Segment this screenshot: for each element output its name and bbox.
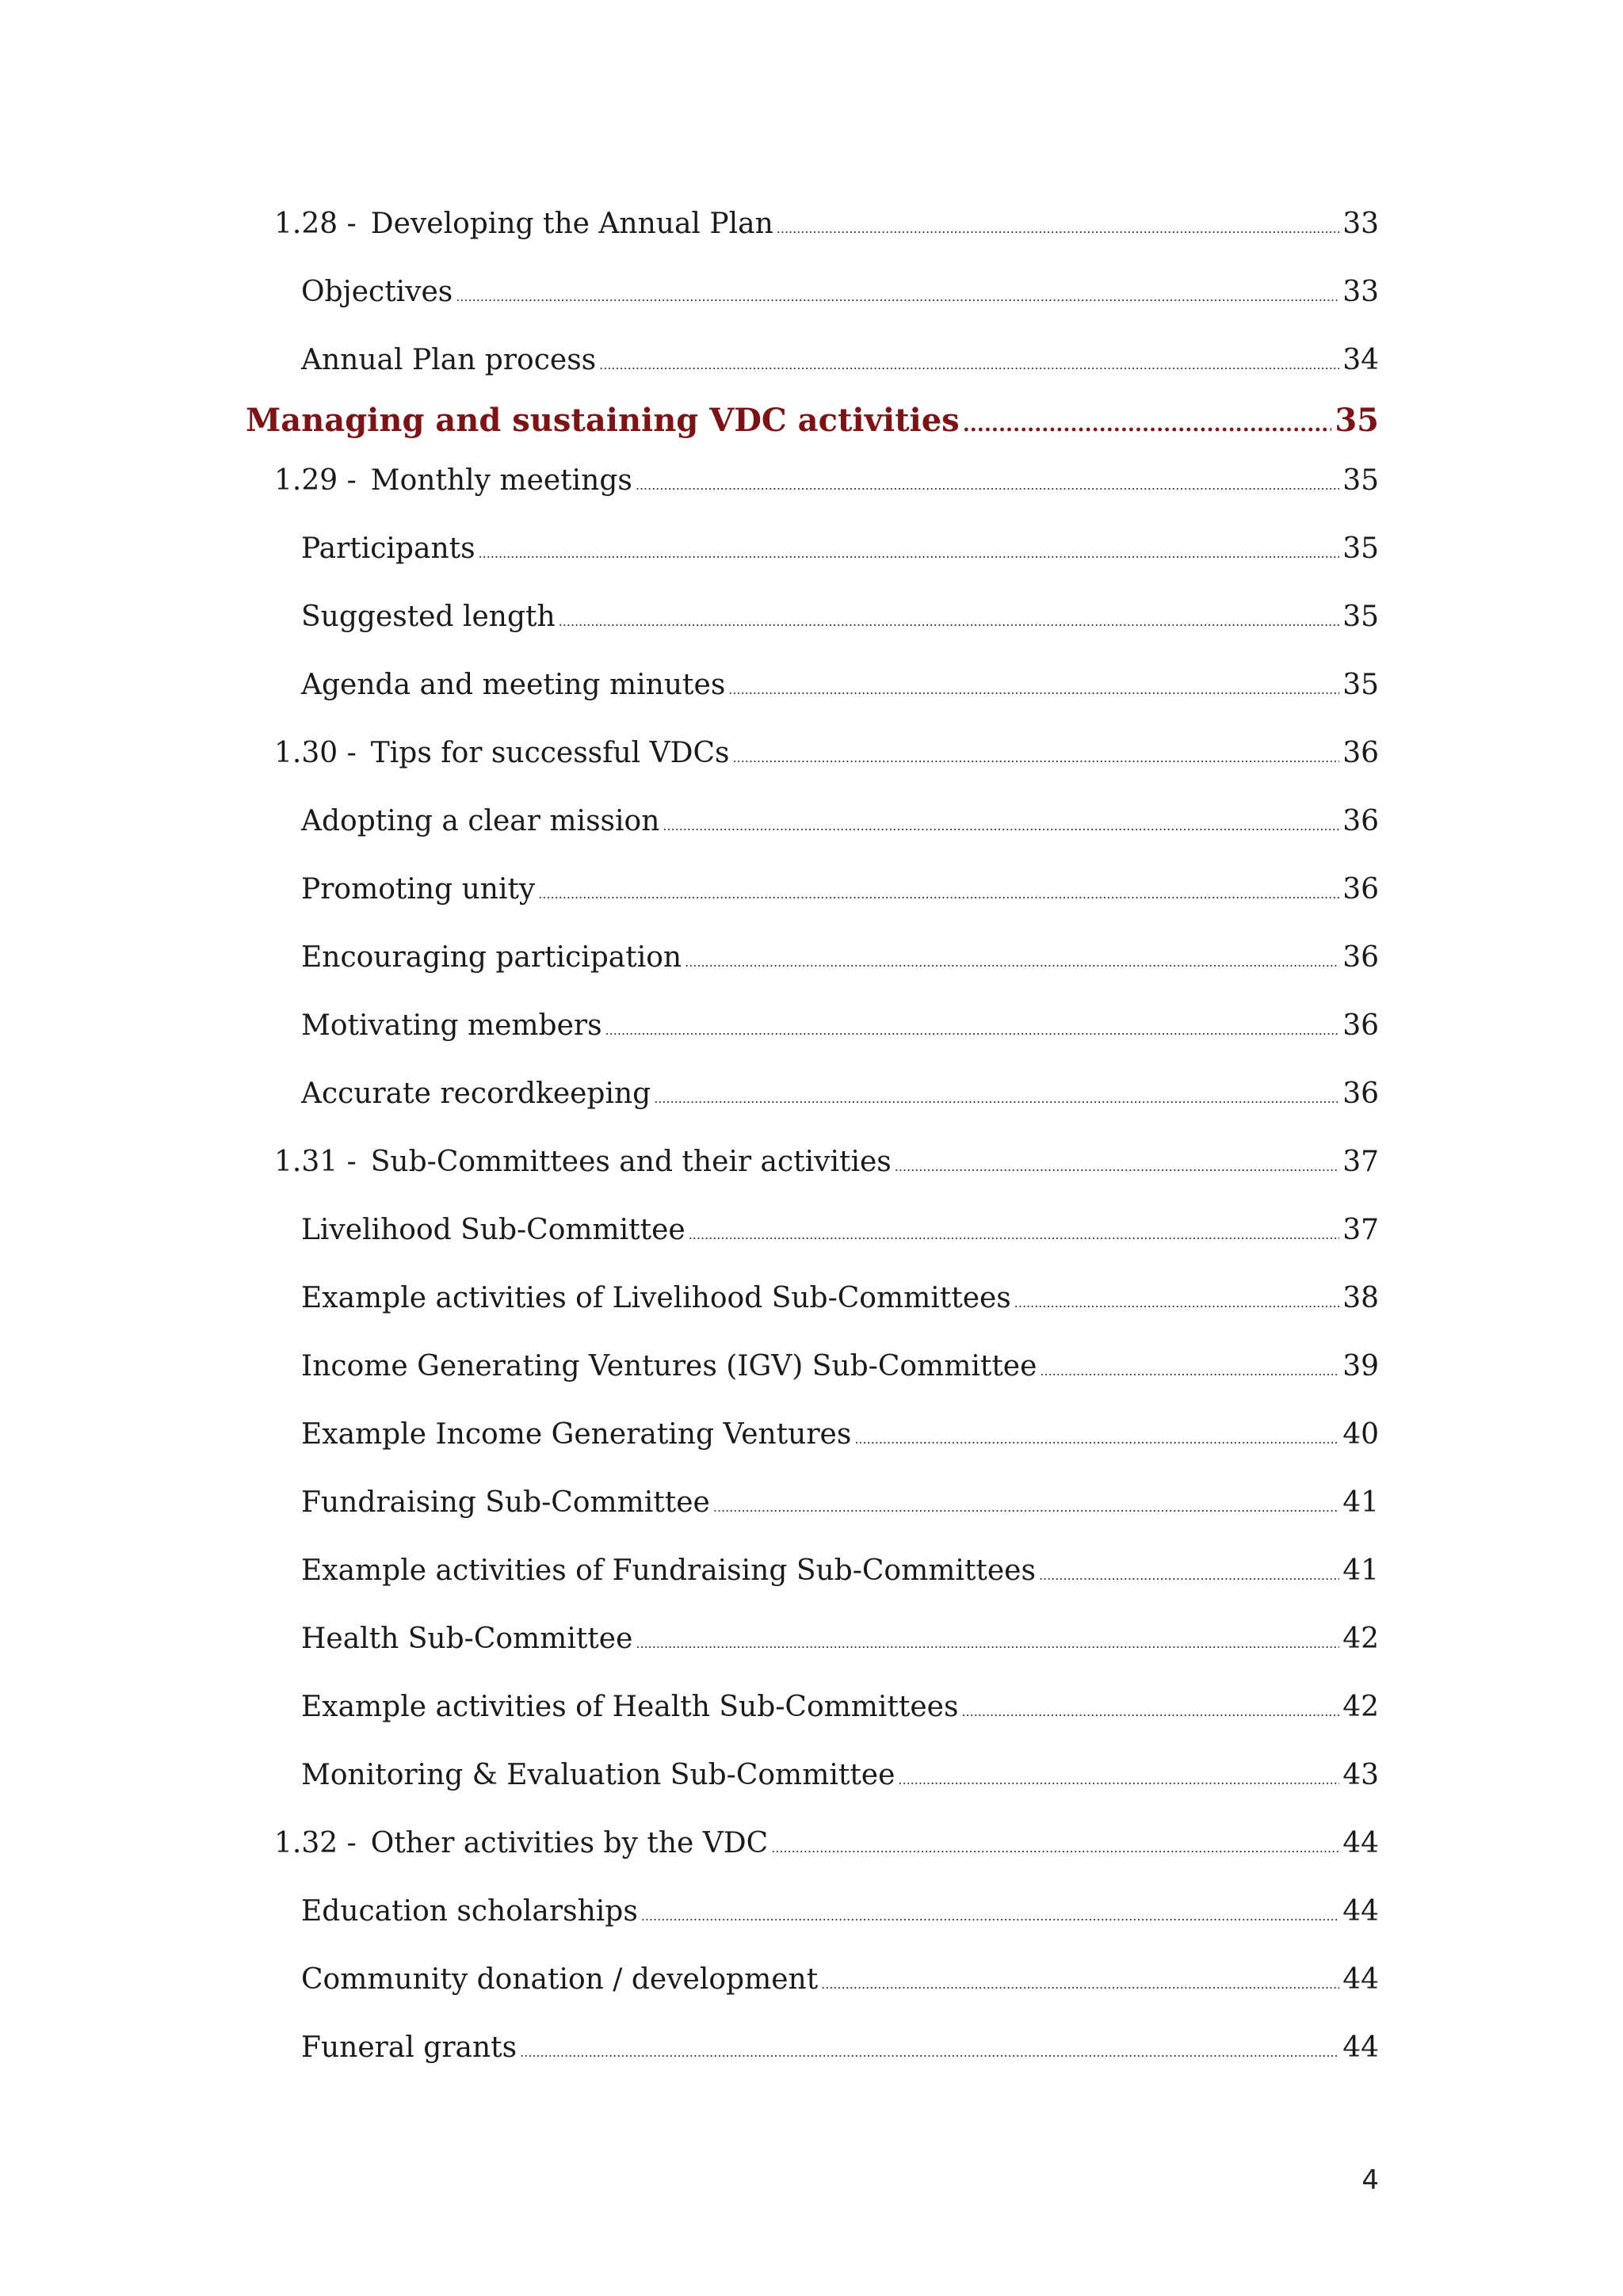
toc-entry-page: 35	[1342, 464, 1379, 497]
toc-subentry[interactable]	[246, 1060, 1379, 1128]
toc-entry[interactable]	[246, 1810, 1379, 1878]
toc-subentry[interactable]	[246, 1401, 1379, 1469]
toc-entry-label: Adopting a clear mission	[301, 805, 660, 837]
toc-entry-label: Fundraising Sub-Committee	[301, 1486, 710, 1519]
toc-entry-page: 39	[1342, 1350, 1379, 1383]
toc-entry-label: Motivating members	[301, 1009, 602, 1042]
toc-entry-label: Promoting unity	[301, 873, 536, 906]
dot-leader	[685, 924, 1339, 997]
toc-entry-page: 42	[1342, 1691, 1379, 1723]
dot-leader	[961, 1673, 1339, 1746]
toc-entry-label: Example activities of Fundraising Sub-Committees	[301, 1554, 1036, 1587]
toc-entry-page: 36	[1342, 1077, 1379, 1110]
toc-subentry[interactable]	[246, 651, 1379, 719]
dot-leader	[636, 1605, 1339, 1678]
toc-entry-label: Example activities of Health Sub-Committees	[301, 1691, 959, 1723]
toc-entry-label: Sub-Committees and their activities	[370, 1146, 892, 1178]
dot-leader	[733, 719, 1340, 792]
toc-entry-label: Managing and sustaining VDC activities	[246, 402, 960, 439]
toc-entry-page: 38	[1342, 1282, 1379, 1314]
toc-entry-label: Example activities of Livelihood Sub-Committees	[301, 1282, 1011, 1314]
toc-entry[interactable]	[246, 719, 1379, 788]
toc-entry-label: Community donation / development	[301, 1963, 819, 1996]
toc-subentry[interactable]	[246, 924, 1379, 992]
toc-entry-page: 36	[1342, 737, 1379, 769]
toc-entry-number: 1.29 -	[274, 464, 357, 497]
toc-entry-page: 36	[1342, 805, 1379, 837]
dot-leader	[456, 258, 1339, 331]
dot-leader	[605, 992, 1340, 1065]
toc-subentry[interactable]	[246, 258, 1379, 326]
toc-entry-page: 35	[1342, 669, 1379, 701]
toc-subentry[interactable]	[246, 2014, 1379, 2082]
dot-leader	[599, 326, 1339, 399]
dot-leader	[1040, 1333, 1339, 1405]
dot-leader	[641, 1878, 1339, 1951]
page-number: 4	[1361, 2164, 1379, 2196]
dot-leader	[479, 515, 1340, 588]
toc-entry-page: 44	[1342, 1895, 1379, 1928]
dot-leader	[713, 1469, 1339, 1542]
dot-leader	[898, 1741, 1339, 1814]
toc-entry-number: 1.28 -	[274, 208, 357, 240]
dot-leader	[821, 1946, 1339, 2019]
dot-leader	[771, 1810, 1339, 1882]
toc-entry[interactable]	[246, 1128, 1379, 1196]
toc-entry-page: 44	[1342, 1963, 1379, 1996]
toc-subentry[interactable]	[246, 1196, 1379, 1264]
toc-entry-page: 40	[1342, 1418, 1379, 1451]
table-of-contents	[246, 190, 1379, 2082]
toc-entry-label: Developing the Annual Plan	[370, 208, 773, 240]
toc-entry-label: Agenda and meeting minutes	[301, 669, 726, 701]
dot-leader	[538, 856, 1339, 929]
dot-leader	[689, 1196, 1339, 1269]
toc-entry-label: Income Generating Ventures (IGV) Sub-Committee	[301, 1350, 1037, 1383]
toc-entry-page: 36	[1342, 873, 1379, 906]
dot-leader	[663, 788, 1339, 860]
toc-entry-label: Monthly meetings	[370, 464, 632, 497]
toc-entry-page: 37	[1342, 1214, 1379, 1246]
toc-subentry[interactable]	[246, 1878, 1379, 1946]
toc-subentry[interactable]	[246, 1264, 1379, 1333]
toc-entry-label: Other activities by the VDC	[370, 1827, 769, 1859]
toc-entry-label: Annual Plan process	[301, 344, 597, 376]
toc-entry-page: 35	[1342, 601, 1379, 633]
dot-leader	[895, 1128, 1339, 1201]
toc-subentry[interactable]	[246, 326, 1379, 395]
toc-entry-label: Accurate recordkeeping	[301, 1077, 651, 1110]
toc-entry-page: 41	[1342, 1554, 1379, 1587]
toc-entry-page: 44	[1342, 1827, 1379, 1859]
toc-entry-number: 1.31 -	[274, 1146, 357, 1178]
toc-subentry[interactable]	[246, 1333, 1379, 1401]
toc-subentry[interactable]	[246, 515, 1379, 583]
dot-leader	[1039, 1537, 1339, 1610]
dot-leader	[636, 447, 1339, 520]
toc-subentry[interactable]	[246, 1741, 1379, 1810]
toc-entry-number: 1.32 -	[274, 1827, 357, 1859]
toc-entry-page: 36	[1342, 1009, 1379, 1042]
toc-entry-page: 41	[1342, 1486, 1379, 1519]
toc-entry-page: 37	[1342, 1146, 1379, 1178]
toc-entry-number: 1.30 -	[274, 737, 357, 769]
toc-subentry[interactable]	[246, 856, 1379, 924]
dot-leader	[654, 1060, 1339, 1133]
dot-leader	[854, 1401, 1339, 1474]
toc-subentry[interactable]	[246, 1537, 1379, 1605]
toc-entry-label: Objectives	[301, 276, 453, 308]
toc-entry-page: 35	[1342, 532, 1379, 565]
toc-subentry[interactable]	[246, 992, 1379, 1060]
toc-entry-label: Tips for successful VDCs	[370, 737, 730, 769]
toc-subentry[interactable]	[246, 788, 1379, 856]
dot-leader	[777, 190, 1339, 263]
dot-leader	[1014, 1264, 1339, 1337]
dot-leader	[728, 651, 1339, 724]
toc-entry-label: Health Sub-Committee	[301, 1623, 633, 1655]
dot-leader	[559, 583, 1340, 656]
toc-entry-page: 42	[1342, 1623, 1379, 1655]
toc-entry-page: 33	[1342, 208, 1379, 240]
toc-entry-label: Example Income Generating Ventures	[301, 1418, 852, 1451]
toc-entry[interactable]	[246, 190, 1379, 258]
toc-subentry[interactable]	[246, 1673, 1379, 1741]
dot-leader	[963, 395, 1332, 451]
toc-entry-page: 33	[1342, 276, 1379, 308]
toc-entry-label: Monitoring & Evaluation Sub-Committee	[301, 1759, 896, 1791]
toc-section-heading[interactable]	[246, 395, 1379, 447]
toc-entry-page: 44	[1342, 2031, 1379, 2064]
toc-subentry[interactable]	[246, 1469, 1379, 1537]
toc-entry-page: 34	[1342, 344, 1379, 376]
toc-subentry[interactable]	[246, 583, 1379, 651]
toc-entry-label: Encouraging participation	[301, 941, 682, 974]
toc-entry-label: Education scholarships	[301, 1895, 638, 1928]
toc-entry-label: Funeral grants	[301, 2031, 517, 2064]
toc-entry[interactable]	[246, 447, 1379, 515]
toc-entry-page: 43	[1342, 1759, 1379, 1791]
toc-entry-page: 36	[1342, 941, 1379, 974]
toc-entry-page: 35	[1335, 402, 1379, 439]
toc-entry-label: Livelihood Sub-Committee	[301, 1214, 685, 1246]
toc-entry-label: Participants	[301, 532, 475, 565]
toc-subentry[interactable]	[246, 1946, 1379, 2014]
toc-subentry[interactable]	[246, 1605, 1379, 1673]
toc-entry-label: Suggested length	[301, 601, 556, 633]
dot-leader	[520, 2014, 1339, 2087]
